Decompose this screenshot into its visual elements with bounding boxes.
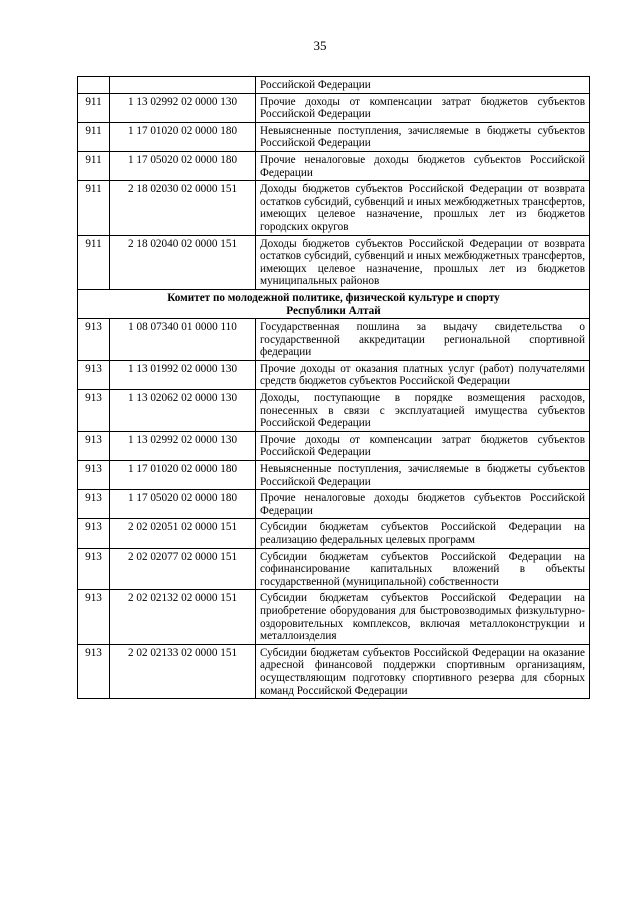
section-title-line-2: Республики Алтай — [286, 304, 381, 317]
budget-code-cell: 2 02 02051 02 0000 151 — [110, 519, 256, 548]
table-row — [78, 235, 590, 289]
budget-code-cell: 2 18 02040 02 0000 151 — [110, 235, 256, 289]
table-row — [78, 181, 590, 235]
table-row — [78, 590, 590, 644]
budget-code-cell: 1 17 01020 02 0000 180 — [110, 122, 256, 151]
admin-code-cell: 911 — [78, 151, 110, 180]
admin-code-cell: 911 — [78, 122, 110, 151]
description-cell: Субсидии бюджетам субъектов Российской Федерации на приобретение оборудования для быстровозводимых физкультурно-оздоровительных комплексов, включая металлоконструкции и металлоизделия — [256, 590, 590, 644]
admin-code-cell: 913 — [78, 590, 110, 644]
description-cell: Субсидии бюджетам субъектов Российской Федерации на софинансирование капитальных вложений в объекты государственной (муниципальной) собственности — [256, 548, 590, 590]
admin-code-cell: 913 — [78, 390, 110, 432]
description-cell: Прочие доходы от оказания платных услуг (работ) получателями средств бюджетов субъектов Российской Федерации — [256, 360, 590, 389]
description-cell: Доходы, поступающие в порядке возмещения расходов, понесенных в связи с эксплуатацией имущества субъектов Российской Федерации — [256, 390, 590, 432]
table-row — [78, 77, 590, 94]
table-row — [78, 461, 590, 490]
description-cell: Прочие доходы от компенсации затрат бюджетов субъектов Российской Федерации — [256, 93, 590, 122]
description-cell: Субсидии бюджетам субъектов Российской Федерации на оказание адресной финансовой поддержки спортивным организациям, осуществляющим подготовку спортивного резерва для сборных команд Российской Федерации — [256, 644, 590, 698]
revenue-codes-table — [77, 76, 590, 699]
table-row — [78, 644, 590, 698]
description-cell: Государственная пошлина за выдачу свидетельства о государственной аккредитации региональной спортивной федерации — [256, 319, 590, 361]
budget-code-cell — [110, 77, 256, 94]
budget-code-cell: 1 17 05020 02 0000 180 — [110, 151, 256, 180]
table-row — [78, 548, 590, 590]
description-cell: Доходы бюджетов субъектов Российской Федерации от возврата остатков субсидий, субвенций и иных межбюджетных трансфертов, имеющих целевое назначение, прошлых лет из бюджетов городских округов — [256, 181, 590, 235]
description-cell: Прочие неналоговые доходы бюджетов субъектов Российской Федерации — [256, 151, 590, 180]
admin-code-cell: 913 — [78, 319, 110, 361]
budget-code-cell: 2 18 02030 02 0000 151 — [110, 181, 256, 235]
description-cell: Субсидии бюджетам субъектов Российской Федерации на реализацию федеральных целевых программ — [256, 519, 590, 548]
admin-code-cell: 913 — [78, 431, 110, 460]
budget-code-cell: 2 02 02133 02 0000 151 — [110, 644, 256, 698]
table-row — [78, 390, 590, 432]
admin-code-cell — [78, 77, 110, 94]
section-header-row — [78, 289, 590, 318]
table-body — [78, 77, 590, 699]
budget-code-cell: 1 13 02062 02 0000 130 — [110, 390, 256, 432]
admin-code-cell: 911 — [78, 93, 110, 122]
section-title-line-1: Комитет по молодежной политике, физической культуре и спорту — [167, 291, 500, 304]
admin-code-cell: 913 — [78, 360, 110, 389]
description-cell: Невыясненные поступления, зачисляемые в бюджеты субъектов Российской Федерации — [256, 461, 590, 490]
budget-code-cell: 1 13 02992 02 0000 130 — [110, 93, 256, 122]
table-row — [78, 319, 590, 361]
description-cell: Прочие неналоговые доходы бюджетов субъектов Российской Федерации — [256, 490, 590, 519]
description-cell: Невыясненные поступления, зачисляемые в бюджеты субъектов Российской Федерации — [256, 122, 590, 151]
budget-code-cell: 1 17 05020 02 0000 180 — [110, 490, 256, 519]
budget-code-cell: 2 02 02077 02 0000 151 — [110, 548, 256, 590]
budget-code-cell: 2 02 02132 02 0000 151 — [110, 590, 256, 644]
section-header — [78, 289, 590, 318]
admin-code-cell: 911 — [78, 235, 110, 289]
budget-code-cell: 1 08 07340 01 0000 110 — [110, 319, 256, 361]
table-row — [78, 490, 590, 519]
admin-code-cell: 913 — [78, 644, 110, 698]
table-row — [78, 151, 590, 180]
budget-code-cell: 1 17 01020 02 0000 180 — [110, 461, 256, 490]
admin-code-cell: 913 — [78, 490, 110, 519]
budget-code-cell: 1 13 01992 02 0000 130 — [110, 360, 256, 389]
table-row — [78, 122, 590, 151]
budget-code-cell: 1 13 02992 02 0000 130 — [110, 431, 256, 460]
table-row — [78, 519, 590, 548]
description-cell: Доходы бюджетов субъектов Российской Федерации от возврата остатков субсидий, субвенций и иных межбюджетных трансфертов, имеющих целевое назначение, прошлых лет из бюджетов муниципальных районов — [256, 235, 590, 289]
admin-code-cell: 913 — [78, 548, 110, 590]
description-cell: Российской Федерации — [256, 77, 590, 94]
admin-code-cell: 913 — [78, 519, 110, 548]
admin-code-cell: 911 — [78, 181, 110, 235]
table-row — [78, 93, 590, 122]
page-number: 35 — [313, 38, 327, 53]
description-cell: Прочие доходы от компенсации затрат бюджетов субъектов Российской Федерации — [256, 431, 590, 460]
table-row — [78, 360, 590, 389]
admin-code-cell: 913 — [78, 461, 110, 490]
table-row — [78, 431, 590, 460]
